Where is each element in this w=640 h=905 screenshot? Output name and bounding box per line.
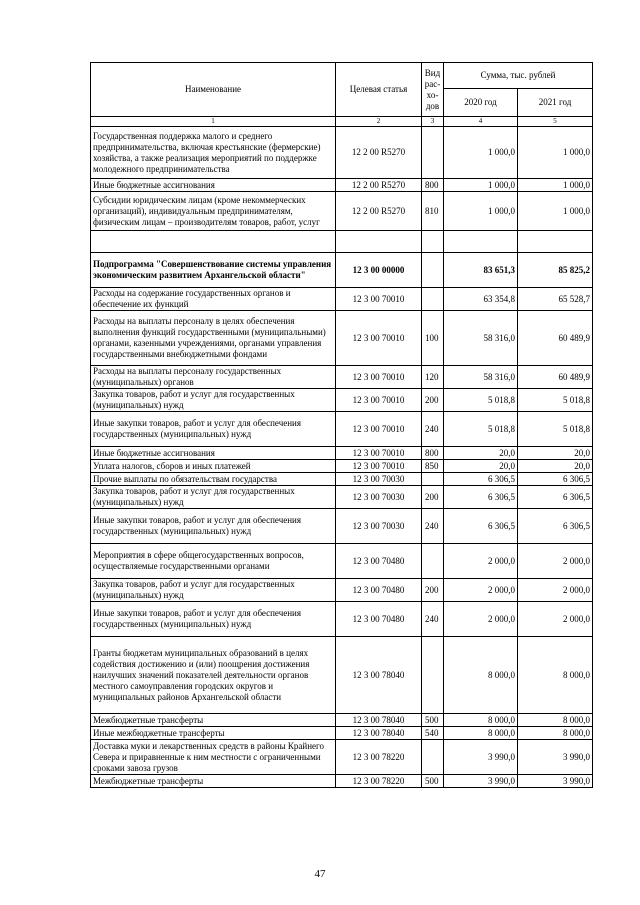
header-year-2021: 2021 год	[518, 89, 593, 117]
column-index: 4	[444, 117, 518, 127]
row-amount-2021: 60 489,9	[518, 366, 593, 389]
row-amount-2020: 8 000,0	[444, 714, 518, 727]
table-row	[91, 602, 593, 637]
row-amount-2021: 20,0	[518, 447, 593, 460]
row-expense-type: 200	[422, 486, 444, 509]
row-amount-2020: 5 018,8	[444, 389, 518, 412]
row-name: Подпрограмма "Совершенствование системы управления экономическим развитием Архангельской области"	[91, 253, 336, 288]
row-expense-type: 800	[422, 179, 444, 192]
table-row	[91, 366, 593, 389]
row-amount-2021: 2 000,0	[518, 602, 593, 637]
row-amount-2020	[444, 231, 518, 253]
table-row	[91, 288, 593, 311]
row-expense-type: 100	[422, 311, 444, 366]
row-amount-2021: 20,0	[518, 460, 593, 473]
row-name: Государственная поддержка малого и среднего предпринимательства, включая крестьянские (фермерские) хозяйства, а также реализация мероприятий по поддержке молодежного предпринимательства	[91, 127, 336, 179]
row-name	[91, 231, 336, 253]
row-code: 12 3 00 70480	[336, 544, 422, 579]
row-expense-type: 200	[422, 389, 444, 412]
table-row	[91, 192, 593, 231]
row-name: Иные закупки товаров, работ и услуг для обеспечения государственных (муниципальных) нужд	[91, 412, 336, 447]
row-code: 12 3 00 78040	[336, 727, 422, 740]
row-amount-2020: 63 354,8	[444, 288, 518, 311]
table-row	[91, 253, 593, 288]
row-amount-2020: 5 018,8	[444, 412, 518, 447]
row-code: 12 3 00 70010	[336, 311, 422, 366]
row-expense-type: 500	[422, 714, 444, 727]
row-name: Закупка товаров, работ и услуг для государственных (муниципальных) нужд	[91, 389, 336, 412]
row-amount-2020: 8 000,0	[444, 637, 518, 714]
table-row	[91, 579, 593, 602]
row-amount-2021: 3 990,0	[518, 740, 593, 775]
row-amount-2020: 2 000,0	[444, 579, 518, 602]
table-row	[91, 231, 593, 253]
header-code: Целевая статья	[336, 63, 422, 117]
row-amount-2020: 6 306,5	[444, 486, 518, 509]
row-code: 12 3 00 70010	[336, 288, 422, 311]
row-amount-2021: 6 306,5	[518, 486, 593, 509]
row-expense-type: 240	[422, 509, 444, 544]
row-expense-type: 240	[422, 412, 444, 447]
table-row	[91, 473, 593, 486]
row-name: Закупка товаров, работ и услуг для государственных (муниципальных) нужд	[91, 579, 336, 602]
row-name: Иные межбюджетные трансферты	[91, 727, 336, 740]
row-amount-2021: 5 018,8	[518, 412, 593, 447]
column-index: 5	[518, 117, 593, 127]
row-amount-2020: 1 000,0	[444, 179, 518, 192]
table-row	[91, 509, 593, 544]
row-name: Закупка товаров, работ и услуг для государственных (муниципальных) нужд	[91, 486, 336, 509]
row-name: Субсидии юридическим лицам (кроме некоммерческих организаций), индивидуальным предпринимателям, физическим лицам – производителям товаров, работ, услуг	[91, 192, 336, 231]
row-amount-2020: 3 990,0	[444, 775, 518, 788]
row-amount-2020: 3 990,0	[444, 740, 518, 775]
row-code: 12 3 00 70010	[336, 412, 422, 447]
row-amount-2020: 1 000,0	[444, 127, 518, 179]
table-row	[91, 544, 593, 579]
column-index: 1	[91, 117, 336, 127]
row-expense-type: 810	[422, 192, 444, 231]
row-amount-2021: 65 528,7	[518, 288, 593, 311]
table-row	[91, 412, 593, 447]
row-code: 12 3 00 70030	[336, 486, 422, 509]
header-sum: Сумма, тыс. рублей	[444, 63, 593, 89]
budget-table	[90, 62, 593, 788]
row-name: Расходы на выплаты персоналу государственных (муниципальных) органов	[91, 366, 336, 389]
column-index-row	[91, 117, 593, 127]
row-code: 12 3 00 70010	[336, 460, 422, 473]
row-code: 12 3 00 00000	[336, 253, 422, 288]
table-row	[91, 460, 593, 473]
row-code: 12 3 00 78220	[336, 775, 422, 788]
table-row	[91, 714, 593, 727]
header-year-2020: 2020 год	[444, 89, 518, 117]
row-name: Доставка муки и лекарственных средств в районы Крайнего Севера и приравненные к ним местности с ограниченными сроками завоза грузов	[91, 740, 336, 775]
row-amount-2020: 1 000,0	[444, 192, 518, 231]
row-amount-2020: 20,0	[444, 460, 518, 473]
row-expense-type: 500	[422, 775, 444, 788]
row-amount-2020: 8 000,0	[444, 727, 518, 740]
row-expense-type: 200	[422, 579, 444, 602]
row-amount-2021: 8 000,0	[518, 714, 593, 727]
row-amount-2020: 6 306,5	[444, 473, 518, 486]
row-expense-type: 850	[422, 460, 444, 473]
table-row	[91, 179, 593, 192]
row-code: 12 3 00 70010	[336, 366, 422, 389]
row-name: Прочие выплаты по обязательствам государства	[91, 473, 336, 486]
row-name: Иные закупки товаров, работ и услуг для обеспечения государственных (муниципальных) нужд	[91, 602, 336, 637]
row-amount-2021	[518, 231, 593, 253]
row-name: Расходы на выплаты персоналу в целях обеспечения выполнения функций государственными (муниципальными) органами, казенными учреждениями, органами управления государственными внебюджетными фондами	[91, 311, 336, 366]
row-expense-type	[422, 544, 444, 579]
table-row	[91, 740, 593, 775]
row-code: 12 3 00 70010	[336, 447, 422, 460]
row-code: 12 3 00 70480	[336, 579, 422, 602]
row-amount-2020: 2 000,0	[444, 602, 518, 637]
row-expense-type	[422, 231, 444, 253]
row-name: Расходы на содержание государственных органов и обеспечение их функций	[91, 288, 336, 311]
row-amount-2020: 83 651,3	[444, 253, 518, 288]
row-name: Иные бюджетные ассигнования	[91, 179, 336, 192]
row-amount-2021: 2 000,0	[518, 579, 593, 602]
row-amount-2021: 8 000,0	[518, 727, 593, 740]
row-amount-2021: 6 306,5	[518, 473, 593, 486]
row-expense-type	[422, 740, 444, 775]
row-code: 12 3 00 78220	[336, 740, 422, 775]
row-code: 12 2 00 R5270	[336, 179, 422, 192]
row-code	[336, 231, 422, 253]
row-name: Уплата налогов, сборов и иных платежей	[91, 460, 336, 473]
row-code: 12 3 00 70030	[336, 473, 422, 486]
row-amount-2021: 8 000,0	[518, 637, 593, 714]
row-expense-type	[422, 288, 444, 311]
page-number: 47	[314, 868, 326, 880]
row-expense-type	[422, 127, 444, 179]
row-amount-2021: 5 018,8	[518, 389, 593, 412]
row-amount-2020: 58 316,0	[444, 311, 518, 366]
row-code: 12 3 00 70030	[336, 509, 422, 544]
row-code: 12 3 00 78040	[336, 637, 422, 714]
header-name: Наименование	[91, 63, 336, 117]
row-amount-2021: 1 000,0	[518, 192, 593, 231]
table-row	[91, 637, 593, 714]
row-name: Иные закупки товаров, работ и услуг для обеспечения государственных (муниципальных) нужд	[91, 509, 336, 544]
row-amount-2020: 6 306,5	[444, 509, 518, 544]
table-row	[91, 447, 593, 460]
row-code: 12 3 00 70010	[336, 389, 422, 412]
row-expense-type: 540	[422, 727, 444, 740]
row-code: 12 3 00 70480	[336, 602, 422, 637]
row-code: 12 3 00 78040	[336, 714, 422, 727]
row-expense-type: 800	[422, 447, 444, 460]
row-code: 12 2 00 R5270	[336, 127, 422, 179]
table-row	[91, 775, 593, 788]
row-amount-2021: 1 000,0	[518, 179, 593, 192]
row-amount-2021: 2 000,0	[518, 544, 593, 579]
row-expense-type	[422, 253, 444, 288]
row-amount-2021: 1 000,0	[518, 127, 593, 179]
table-row	[91, 127, 593, 179]
table-row	[91, 486, 593, 509]
column-index: 2	[336, 117, 422, 127]
row-name: Мероприятия в сфере общегосударственных вопросов, осуществляемые государственными органами	[91, 544, 336, 579]
row-name: Гранты бюджетам муниципальных образований в целях содействия достижению и (или) поощрения достижения наилучших значений показателей деятельности органов местного самоуправления городских округов и муниципальных районов Архангельской области	[91, 637, 336, 714]
table-row	[91, 311, 593, 366]
row-amount-2021: 3 990,0	[518, 775, 593, 788]
row-expense-type: 240	[422, 602, 444, 637]
row-expense-type: 120	[422, 366, 444, 389]
column-index: 3	[422, 117, 444, 127]
row-amount-2021: 6 306,5	[518, 509, 593, 544]
row-expense-type	[422, 473, 444, 486]
row-amount-2021: 85 825,2	[518, 253, 593, 288]
row-name: Межбюджетные трансферты	[91, 775, 336, 788]
table-row	[91, 727, 593, 740]
row-amount-2021: 60 489,9	[518, 311, 593, 366]
row-name: Межбюджетные трансферты	[91, 714, 336, 727]
row-amount-2020: 20,0	[444, 447, 518, 460]
row-amount-2020: 58 316,0	[444, 366, 518, 389]
row-code: 12 2 00 R5270	[336, 192, 422, 231]
header-vid: Вид рас-хо-дов	[422, 63, 444, 117]
row-name: Иные бюджетные ассигнования	[91, 447, 336, 460]
row-amount-2020: 2 000,0	[444, 544, 518, 579]
table-row	[91, 389, 593, 412]
row-expense-type	[422, 637, 444, 714]
